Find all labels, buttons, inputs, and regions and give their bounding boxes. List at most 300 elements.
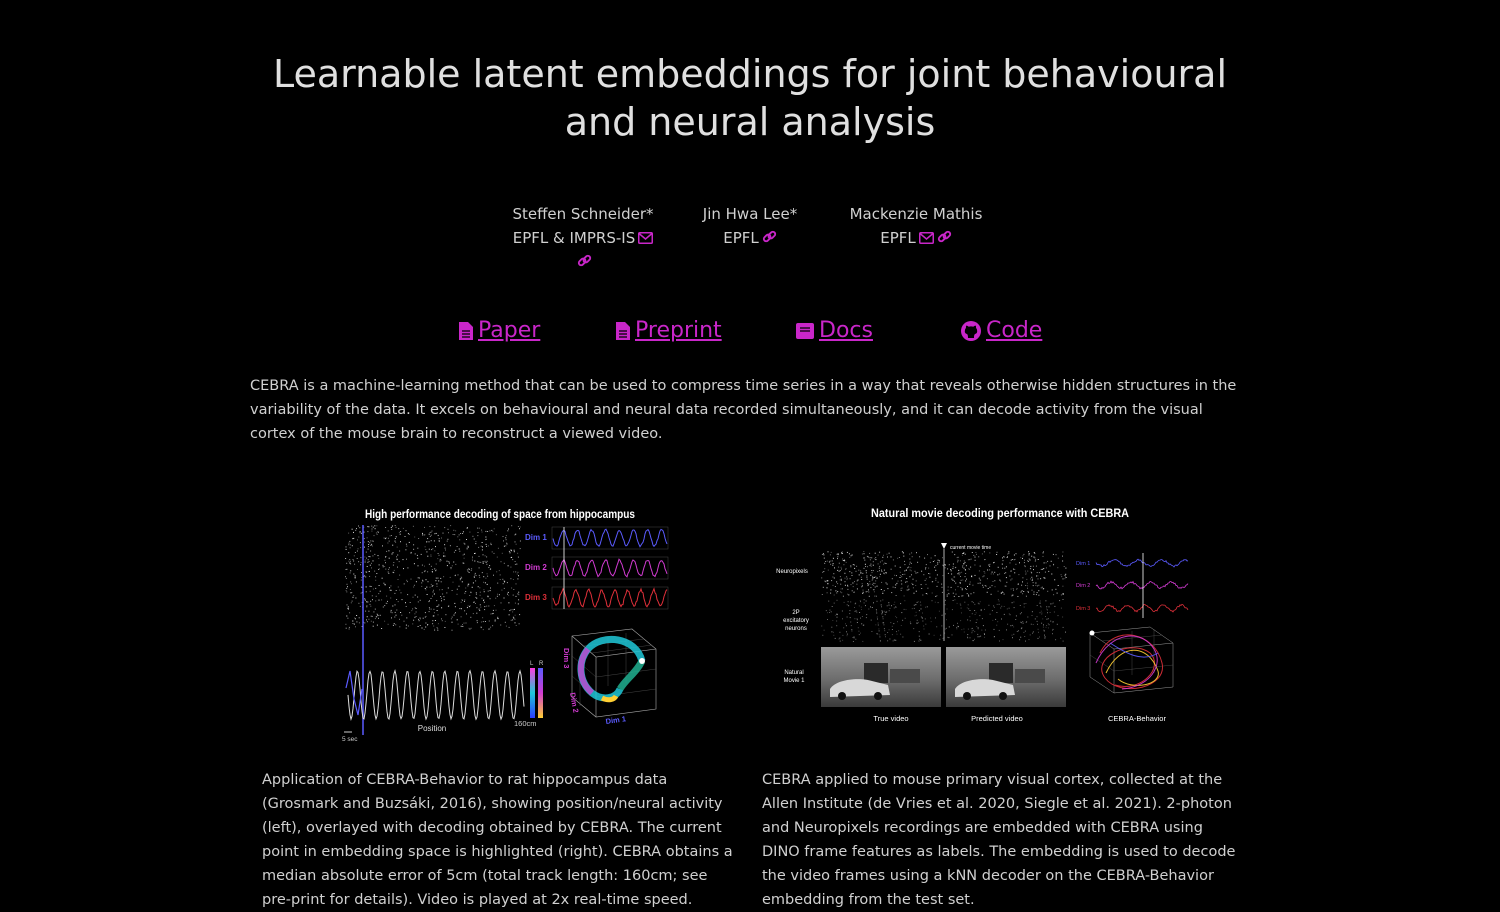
raster-dot: [443, 555, 444, 556]
raster-dot: [388, 550, 389, 551]
raster-dot: [432, 531, 433, 532]
raster-dot: [346, 628, 347, 629]
raster-dot: [357, 558, 358, 559]
raster-dot: [932, 581, 933, 582]
hippocampus-figure[interactable]: [340, 503, 675, 746]
raster-dot: [433, 609, 434, 610]
raster-dot: [837, 556, 838, 557]
link-icon[interactable]: [762, 227, 777, 251]
raster-dot: [512, 611, 513, 612]
raster-dot: [407, 594, 408, 595]
raster-dot: [387, 543, 388, 544]
raster-dot: [371, 616, 372, 617]
raster-dot: [464, 554, 465, 555]
raster-dot: [453, 562, 454, 563]
raster-dot: [1064, 578, 1065, 579]
raster-dot: [837, 558, 838, 559]
raster-dot: [1058, 615, 1059, 616]
raster-dot: [853, 592, 854, 593]
raster-dot: [503, 536, 504, 537]
raster-dot: [1046, 609, 1047, 610]
raster-dot: [1061, 574, 1062, 575]
raster-dot: [1004, 594, 1005, 595]
raster-dot: [1010, 625, 1011, 626]
raster-dot: [372, 541, 373, 542]
raster-dot: [1053, 554, 1054, 555]
raster-dot: [869, 553, 870, 554]
raster-dot: [1044, 562, 1045, 563]
raster-dot: [369, 571, 370, 572]
raster-dot: [935, 602, 936, 603]
raster-dot: [862, 554, 863, 555]
raster-dot: [852, 555, 853, 556]
raster-dot: [984, 573, 985, 574]
movie-decoding-figure[interactable]: [770, 503, 1195, 728]
raster-dot: [436, 570, 437, 571]
dim1-trace: [1096, 559, 1188, 567]
raster-dot: [870, 587, 871, 588]
raster-dot: [958, 570, 959, 571]
raster-dot: [1017, 631, 1018, 632]
raster-dot: [384, 538, 385, 539]
raster-dot: [509, 551, 510, 552]
raster-dot: [1037, 572, 1038, 573]
raster-dot: [438, 605, 439, 606]
raster-dot: [402, 599, 403, 600]
raster-dot: [368, 526, 369, 527]
raster-dot: [969, 559, 970, 560]
raster-dot: [1020, 557, 1021, 558]
raster-dot: [896, 631, 897, 632]
raster-dot: [482, 617, 483, 618]
paper-link[interactable]: [458, 318, 540, 343]
raster-dot: [903, 556, 904, 557]
raster-dot: [1008, 551, 1009, 552]
raster-dot: [974, 565, 975, 566]
raster-dot: [1053, 594, 1054, 595]
raster-dot: [455, 575, 456, 576]
raster-dot: [416, 612, 417, 613]
raster-dot: [1021, 628, 1022, 629]
raster-dot: [486, 556, 487, 557]
link-icon[interactable]: [937, 227, 952, 251]
raster-dot: [367, 602, 368, 603]
raster-dot: [862, 573, 863, 574]
raster-dot: [955, 589, 956, 590]
raster-dot: [1014, 569, 1015, 570]
raster-dot: [830, 554, 831, 555]
raster-dot: [1019, 639, 1020, 640]
raster-dot: [849, 557, 850, 558]
raster-dot: [854, 607, 855, 608]
raster-dot: [881, 606, 882, 607]
raster-dot: [452, 617, 453, 618]
raster-dot: [464, 599, 465, 600]
page-title: Learnable latent embeddings for joint behavioural and neural analysis: [272, 52, 1228, 144]
raster-dot: [1012, 578, 1013, 579]
raster-dot: [947, 609, 948, 610]
raster-dot: [981, 610, 982, 611]
raster-dot: [846, 625, 847, 626]
raster-dot: [957, 561, 958, 562]
raster-dot: [937, 562, 938, 563]
raster-dot: [900, 634, 901, 635]
raster-dot: [879, 630, 880, 631]
raster-dot: [369, 576, 370, 577]
raster-dot: [395, 604, 396, 605]
raster-dot: [475, 573, 476, 574]
raster-dot: [889, 610, 890, 611]
raster-dot: [394, 623, 395, 624]
raster-dot: [1037, 624, 1038, 625]
raster-dot: [1004, 568, 1005, 569]
raster-dot: [1063, 578, 1064, 579]
raster-dot: [882, 593, 883, 594]
raster-dot: [874, 589, 875, 590]
raster-dot: [875, 557, 876, 558]
raster-dot: [497, 594, 498, 595]
raster-dot: [900, 577, 901, 578]
raster-dot: [966, 589, 967, 590]
raster-dot: [349, 612, 350, 613]
raster-dot: [843, 627, 844, 628]
raster-dot: [950, 569, 951, 570]
raster-dot: [469, 628, 470, 629]
raster-dot: [408, 533, 409, 534]
raster-dot: [864, 560, 865, 561]
raster-dot: [379, 568, 380, 569]
raster-dot: [851, 584, 852, 585]
raster-dot: [434, 629, 435, 630]
raster-dot: [379, 600, 380, 601]
raster-dot: [512, 559, 513, 560]
raster-dot: [413, 544, 414, 545]
raster-dot: [892, 578, 893, 579]
raster-dot: [444, 544, 445, 545]
raster-dot: [1022, 577, 1023, 578]
raster-dot: [480, 592, 481, 593]
raster-dot: [972, 631, 973, 632]
raster-dot: [992, 572, 993, 573]
raster-dot: [508, 529, 509, 530]
raster-dot: [356, 615, 357, 616]
raster-dot: [372, 529, 373, 530]
raster-dot: [973, 592, 974, 593]
raster-dot: [461, 578, 462, 579]
raster-dot: [396, 536, 397, 537]
raster-dot: [1033, 585, 1034, 586]
raster-dot: [434, 526, 435, 527]
raster-dot: [424, 527, 425, 528]
raster-dot: [348, 544, 349, 545]
dim2-trace: [553, 559, 667, 577]
raster-dot: [418, 577, 419, 578]
raster-dot: [984, 609, 985, 610]
raster-dot: [849, 613, 850, 614]
raster-dot: [459, 539, 460, 540]
raster-dot: [1009, 576, 1010, 577]
raster-dot: [960, 620, 961, 621]
raster-dot: [935, 578, 936, 579]
raster-dot: [909, 559, 910, 560]
raster-dot: [842, 611, 843, 612]
raster-dot: [1034, 552, 1035, 553]
raster-dot: [860, 601, 861, 602]
raster-dot: [430, 554, 431, 555]
raster-dot: [969, 584, 970, 585]
raster-dot: [842, 553, 843, 554]
raster-dot: [516, 596, 517, 597]
raster-dot: [458, 574, 459, 575]
raster-dot: [887, 588, 888, 589]
raster-dot: [391, 617, 392, 618]
raster-dot: [513, 595, 514, 596]
raster-dot: [999, 630, 1000, 631]
dim3-trace: [1096, 604, 1188, 612]
raster-dot: [1027, 585, 1028, 586]
raster-dot: [847, 634, 848, 635]
raster-dot: [499, 594, 500, 595]
raster-dot: [469, 569, 470, 570]
raster-dot: [861, 623, 862, 624]
raster-dot: [489, 565, 490, 566]
raster-dot: [443, 576, 444, 577]
raster-dot: [471, 568, 472, 569]
raster-dot: [846, 576, 847, 577]
raster-dot: [472, 557, 473, 558]
raster-dot: [942, 575, 943, 576]
raster-dot: [994, 607, 995, 608]
raster-dot: [1029, 559, 1030, 560]
raster-dot: [375, 528, 376, 529]
raster-dot: [865, 564, 866, 565]
raster-dot: [970, 610, 971, 611]
raster-dot: [957, 573, 958, 574]
raster-dot: [394, 570, 395, 571]
raster-dot: [887, 605, 888, 606]
raster-dot: [945, 613, 946, 614]
raster-dot: [850, 567, 851, 568]
code-link[interactable]: [960, 318, 1042, 343]
raster-dot: [373, 626, 374, 627]
raster-dot: [520, 541, 521, 542]
raster-dot: [1035, 618, 1036, 619]
raster-dot: [434, 533, 435, 534]
raster-dot: [495, 619, 496, 620]
raster-dot: [443, 533, 444, 534]
raster-dot: [377, 615, 378, 616]
raster-dot: [842, 635, 843, 636]
raster-dot: [954, 581, 955, 582]
raster-dot: [1043, 556, 1044, 557]
raster-dot: [412, 608, 413, 609]
raster-dot: [471, 628, 472, 629]
raster-dot: [354, 624, 355, 625]
raster-dot: [842, 559, 843, 560]
raster-dot: [952, 568, 953, 569]
raster-dot: [395, 542, 396, 543]
raster-dot: [427, 538, 428, 539]
raster-dot: [347, 608, 348, 609]
raster-dot: [998, 591, 999, 592]
raster-dot: [492, 625, 493, 626]
raster-dot: [382, 578, 383, 579]
raster-dot: [505, 545, 506, 546]
raster-dot: [832, 606, 833, 607]
raster-dot: [373, 541, 374, 542]
raster-dot: [519, 614, 520, 615]
raster-dot: [406, 544, 407, 545]
predicted-video-frame: [946, 647, 1066, 707]
raster-dot: [953, 625, 954, 626]
raster-dot: [482, 546, 483, 547]
link-icon[interactable]: [577, 251, 592, 275]
raster-dot: [407, 581, 408, 582]
raster-dot: [459, 534, 460, 535]
docs-link[interactable]: [795, 318, 873, 343]
raster-dot: [366, 586, 367, 587]
raster-dot: [990, 587, 991, 588]
raster-dot: [487, 531, 488, 532]
raster-dot: [841, 592, 842, 593]
raster-dot: [837, 570, 838, 571]
raster-dot: [349, 629, 350, 630]
embedding-3d-plot: [572, 629, 656, 717]
raster-dot: [884, 630, 885, 631]
raster-dot: [892, 634, 893, 635]
raster-dot: [840, 584, 841, 585]
github-icon: [960, 320, 982, 342]
raster-dot: [1055, 639, 1056, 640]
raster-dot: [960, 572, 961, 573]
raster-dot: [875, 576, 876, 577]
raster-dot: [997, 552, 998, 553]
raster-dot: [870, 606, 871, 607]
raster-dot: [445, 548, 446, 549]
raster-dot: [968, 568, 969, 569]
raster-dot: [479, 562, 480, 563]
raster-dot: [954, 554, 955, 555]
raster-dot: [1029, 554, 1030, 555]
raster-dot: [346, 549, 347, 550]
raster-dot: [453, 530, 454, 531]
raster-dot: [858, 570, 859, 571]
raster-dot: [965, 573, 966, 574]
raster-dot: [857, 618, 858, 619]
raster-dot: [490, 598, 491, 599]
raster-dot: [936, 626, 937, 627]
raster-dot: [847, 579, 848, 580]
raster-dot: [1031, 556, 1032, 557]
raster-dot: [977, 634, 978, 635]
raster-dot: [472, 536, 473, 537]
raster-dot: [1054, 606, 1055, 607]
raster-dot: [846, 568, 847, 569]
raster-dot: [454, 552, 455, 553]
raster-dot: [392, 554, 393, 555]
neural-raster: [345, 525, 521, 631]
raster-dot: [1025, 585, 1026, 586]
raster-dot: [970, 637, 971, 638]
raster-dot: [482, 532, 483, 533]
raster-dot: [982, 576, 983, 577]
raster-dot: [822, 594, 823, 595]
raster-dot: [855, 603, 856, 604]
raster-dot: [475, 553, 476, 554]
raster-dot: [376, 616, 377, 617]
raster-dot: [909, 576, 910, 577]
raster-dot: [420, 625, 421, 626]
raster-dot: [429, 526, 430, 527]
raster-dot: [415, 607, 416, 608]
raster-dot: [416, 616, 417, 617]
raster-dot: [441, 600, 442, 601]
raster-dot: [348, 533, 349, 534]
raster-dot: [871, 570, 872, 571]
envelope-icon[interactable]: [638, 227, 653, 251]
raster-dot: [370, 545, 371, 546]
raster-dot: [1012, 635, 1013, 636]
raster-dot: [873, 583, 874, 584]
raster-dot: [1001, 619, 1002, 620]
preprint-link[interactable]: [615, 318, 722, 343]
raster-dot: [965, 588, 966, 589]
raster-dot: [971, 575, 972, 576]
raster-dot: [1026, 573, 1027, 574]
raster-dot: [1051, 561, 1052, 562]
preprint-link-label: Preprint: [635, 318, 722, 343]
raster-dot: [518, 599, 519, 600]
raster-dot: [513, 609, 514, 610]
raster-dot: [855, 639, 856, 640]
raster-dot: [350, 581, 351, 582]
raster-dot: [466, 539, 467, 540]
raster-dot: [464, 593, 465, 594]
raster-dot: [906, 609, 907, 610]
raster-dot: [975, 614, 976, 615]
raster-dot: [1033, 566, 1034, 567]
raster-dot: [826, 610, 827, 611]
raster-dot: [918, 601, 919, 602]
raster-dot: [429, 564, 430, 565]
envelope-icon[interactable]: [919, 227, 934, 251]
raster-dot: [962, 580, 963, 581]
raster-dot: [520, 527, 521, 528]
dim2-axis-label: Dim 2: [568, 691, 581, 714]
raster-dot: [425, 589, 426, 590]
raster-dot: [358, 561, 359, 562]
true-video-frame: [821, 647, 941, 707]
raster-dot: [399, 551, 400, 552]
raster-dot: [917, 620, 918, 621]
raster-dot: [871, 557, 872, 558]
raster-dot: [1041, 569, 1042, 570]
raster-dot: [515, 541, 516, 542]
raster-dot: [827, 612, 828, 613]
raster-dot: [863, 625, 864, 626]
raster-dot: [449, 563, 450, 564]
raster-dot: [379, 585, 380, 586]
raster-dot: [399, 590, 400, 591]
raster-dot: [507, 594, 508, 595]
raster-dot: [1024, 603, 1025, 604]
raster-dot: [1041, 614, 1042, 615]
raster-dot: [854, 565, 855, 566]
raster-dot: [1042, 569, 1043, 570]
raster-dot: [426, 551, 427, 552]
raster-dot: [439, 538, 440, 539]
raster-dot: [463, 555, 464, 556]
